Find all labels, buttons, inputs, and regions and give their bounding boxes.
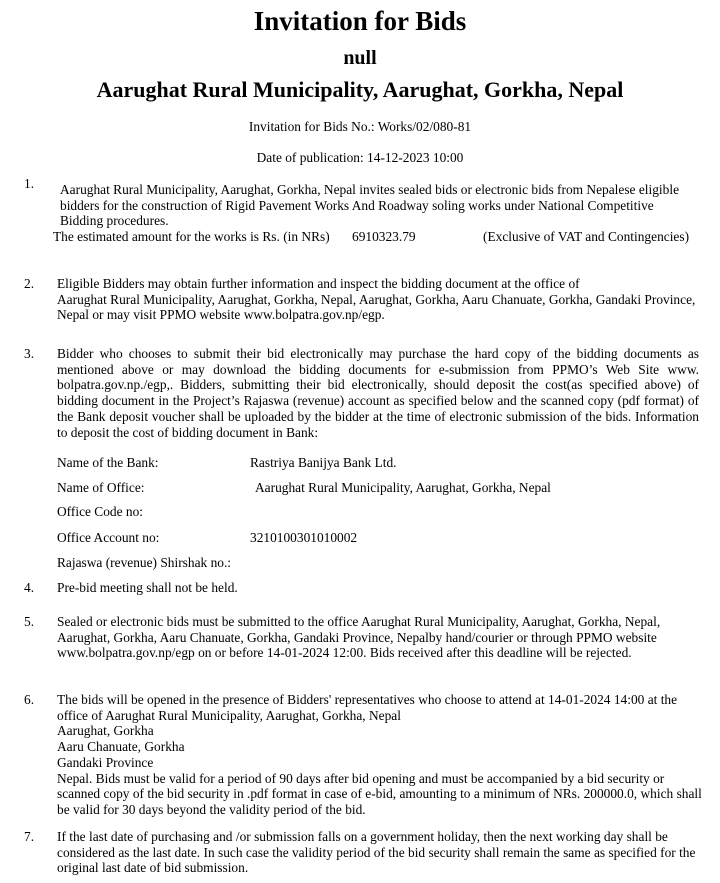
- estimate-note: (Exclusive of VAT and Contingencies): [483, 229, 690, 244]
- organization-heading: Aarughat Rural Municipality, Aarughat, Gorkha, Nepal: [96, 77, 624, 102]
- section-number: 1.: [24, 176, 35, 191]
- section-number: 6.: [24, 692, 35, 707]
- office-name-value: Aarughat Rural Municipality, Aarughat, Gorkha, Nepal: [255, 480, 551, 495]
- section-text: Bidder who chooses to submit their bid electronically may purchase the hard copy of the bidding documents as mentioned above or may download the bidding documents for e-submission from PPMO’s Web Site www. bolpatra.gov.np./egp,. Bidders, submitting their bid electronically, should deposit the cost(as specified above) of bidding document in the Project’s Rajaswa (revenue) account as specified below and the scanned copy (pdf format) of the Bank deposit voucher shall be uploaded by the bidder at the time of electronic submission of the bids. Information to deposit the cost of bidding document in Bank:: [57, 346, 699, 440]
- office-account-value: 3210100301010002: [250, 530, 358, 545]
- document-title: Invitation for Bids: [253, 6, 467, 36]
- section-text: Sealed or electronic bids must be submitted to the office Aarughat Rural Municipality, Aarughat, Gorkha, Nepal, Aarughat, Gorkha, Aaru Chanuate, Gorkha, Gandaki Province, Nepalby hand/courier or through PPMO website www.bolpatra.gov.np/egp on or before 14-01-2024 12:00. Bids received after this deadline will be rejected.: [57, 614, 661, 661]
- office-account-label: Office Account no:: [57, 530, 160, 545]
- section-number: 4.: [24, 580, 35, 595]
- section-number: 3.: [24, 346, 35, 361]
- section-number: 5.: [24, 614, 35, 629]
- bank-name-value: Rastriya Banijya Bank Ltd.: [250, 455, 397, 470]
- office-code-label: Office Code no:: [57, 504, 144, 519]
- document-subtitle: null: [343, 47, 377, 69]
- bank-name-label: Name of the Bank:: [57, 455, 159, 470]
- rajaswa-label: Rajaswa (revenue) Shirshak no.:: [57, 555, 232, 570]
- office-name-label: Name of Office:: [57, 480, 145, 495]
- publication-date: Date of publication: 14-12-2023 10:00: [256, 150, 464, 165]
- estimate-value: 6910323.79: [352, 229, 416, 244]
- section-text: If the last date of purchasing and /or submission falls on a government holiday, then the next working day shall be considered as the last date. In such case the validity period of the bid security shall remain the same as specified for the original last date of bid submission.: [57, 829, 696, 876]
- section-text: Aarughat Rural Municipality, Aarughat, Gorkha, Nepal invites sealed bids or electronic bids from Nepalese eligible bidders for the construction of Rigid Pavement Works And Roadway soling works under National Competitive Bidding procedures.: [60, 182, 680, 229]
- section-text: Eligible Bidders may obtain further information and inspect the bidding document at the office of Aarughat Rural Municipality, Aarughat, Gorkha, Nepal, Aarughat, Gorkha, Aaru Chanuate, Gorkha, Gandaki Province, Nepal or may visit PPMO website www.bolpatra.gov.np/egp.: [57, 276, 696, 323]
- estimate-label: The estimated amount for the works is Rs. (in NRs): [53, 229, 330, 244]
- section-text: The bids will be opened in the presence of Bidders' representatives who choose to attend at 14-01-2024 14:00 at the office of Aarughat Rural Municipality, Aarughat, Gorkha, Nepal Aarughat, Gorkha Aaru Chanuate, Gorkha Gandaki Province Nepal. Bids must be valid for a period of 90 days after bid opening and must be accompanied by a bid security or scanned copy of the bid security in .pdf format in case of e-bid, amounting to a minimum of NRs. 200000.0, which shall be valid for 30 days beyond the validity period of the bid.: [57, 692, 702, 817]
- section-number: 7.: [24, 829, 35, 844]
- section-text: Pre-bid meeting shall not be held.: [57, 580, 238, 595]
- section-number: 2.: [24, 276, 35, 291]
- ifb-number: Invitation for Bids No.: Works/02/080-81: [248, 119, 472, 134]
